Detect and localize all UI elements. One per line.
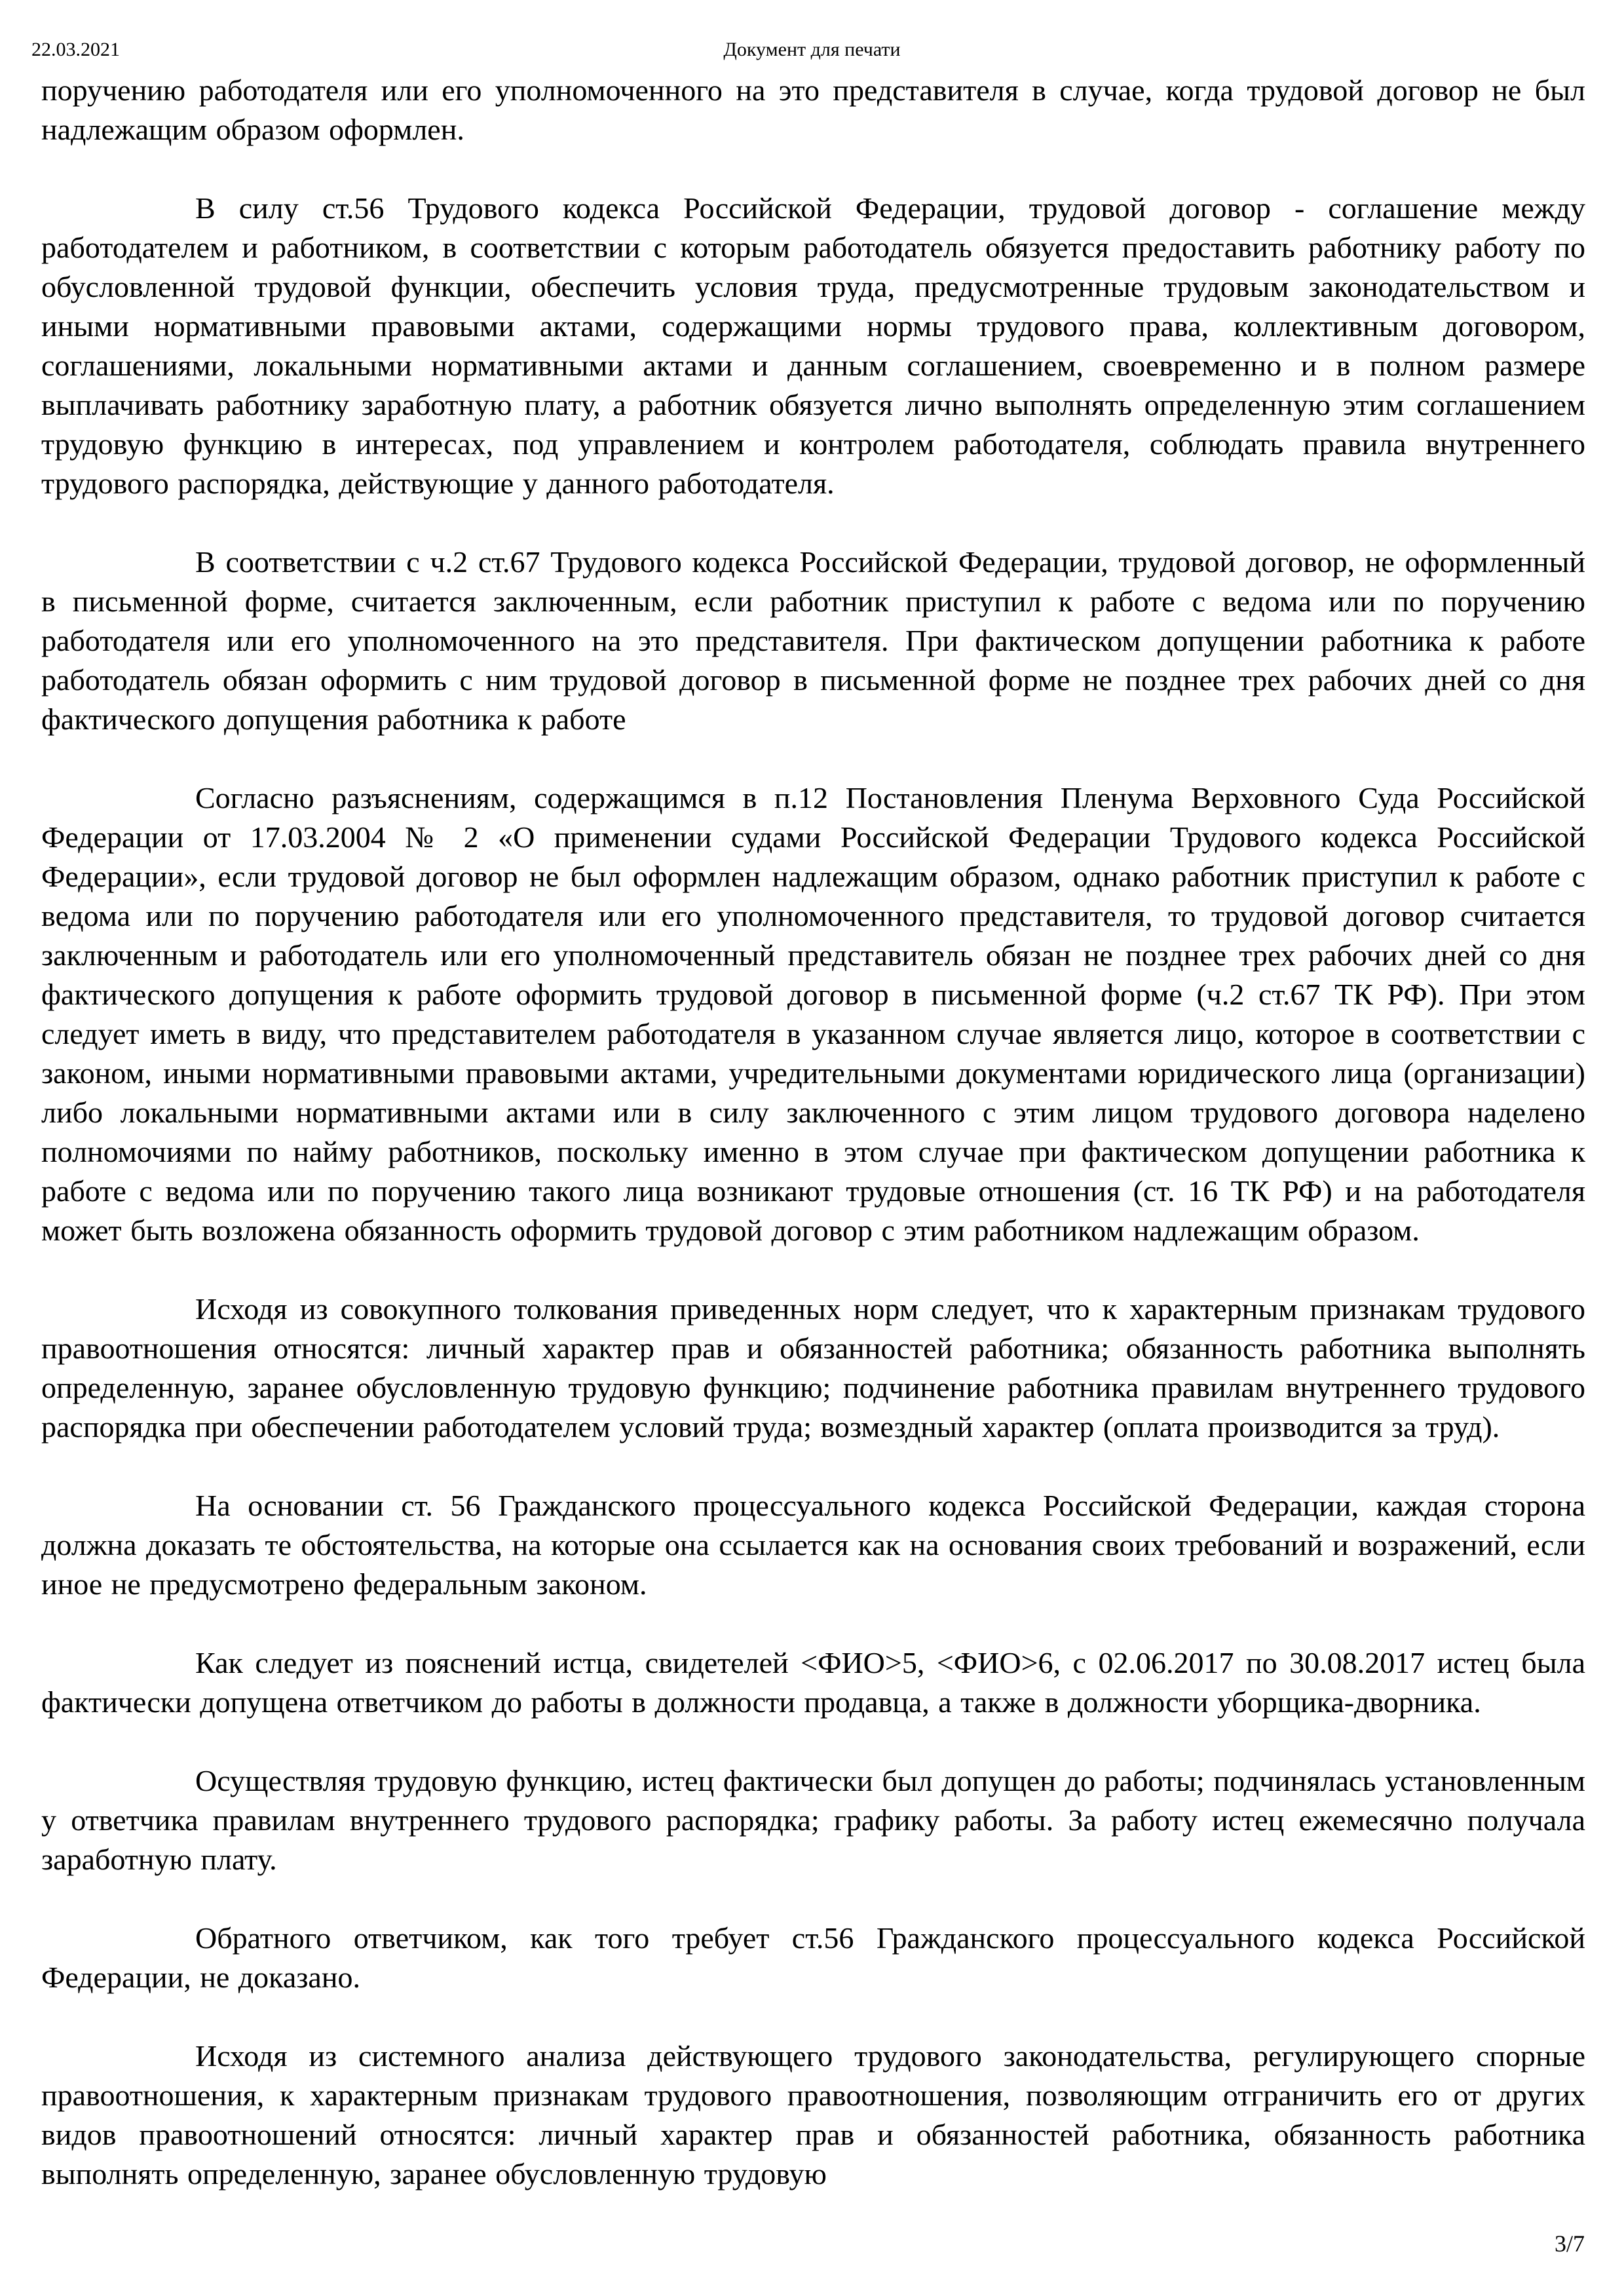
paragraph: Исходя из системного анализа действующего трудового законодательства, регулирующего спорные правоотношения, к характерным признакам трудового правоотношения, позволяющим отграничить его от других видов правоотношений относятся: личный характер прав и обязанностей работника, обязанность работника выполнять определенную, заранее обусловленную трудовую — [41, 2039, 1585, 2191]
paragraph: Осуществляя трудовую функцию, истец фактически был допущен до работы; подчинялась установленным у ответчика правилам внутреннего трудового распорядка; графику работы. За работу истец ежемесячно получала заработную плату. — [41, 1764, 1585, 1876]
paragraph: В силу ст.56 Трудового кодекса Российской Федерации, трудовой договор - соглашение между работодателем и работником, в соответствии с которым работодатель обязуется предоставить работнику работу по обусловленной трудовой функции, обеспечить условия труда, предусмотренные трудовым законодательством и иными нормативными правовыми актами, содержащими нормы трудового права, коллективным договором, соглашениями, локальными нормативными актами и данным соглашением, своевременно и в полном размере выплачивать работнику заработную плату, а работник обязуется лично выполнять определенную этим соглашением трудовую функцию в интересах, под управлением и контролем работодателя, соблюдать правила внутреннего трудового распорядка, действующие у данного работодателя. — [41, 191, 1585, 500]
page-title: Документ для печати — [723, 39, 901, 60]
paragraph: На основании ст. 56 Гражданского процессуального кодекса Российской Федерации, каждая сторона должна доказать те обстоятельства, на которые она ссылается как на основания своих требований и возражений, если иное не предусмотрено федеральным законом. — [41, 1489, 1585, 1601]
paragraph: В соответствии с ч.2 ст.67 Трудового кодекса Российской Федерации, трудовой договор, не оформленный в письменной форме, считается заключенным, если работник приступил к работе с ведома или по поручению работодателя или его уполномоченного на это представителя. При фактическом допущении работника к работе работодатель обязан оформить с ним трудовой договор в письменной форме не позднее трех рабочих дней со дня фактического допущения работника к работе — [41, 545, 1585, 736]
paragraph: Как следует из пояснений истца, свидетелей <ФИО>5, <ФИО>6, с 02.06.2017 по 30.08.2017 истец была фактически допущена ответчиком до работы в должности продавца, а также в должности уборщика-дворника. — [41, 1646, 1585, 1719]
print-header — [31, 38, 1593, 67]
document-body — [41, 71, 1585, 2233]
paragraph: Обратного ответчиком, как того требует ст.56 Гражданского процессуального кодекса Российской Федерации, не доказано. — [41, 1921, 1585, 1994]
paragraph: Согласно разъяснениям, содержащимся в п.12 Постановления Пленума Верховного Суда Российской Федерации от 17.03.2004 № 2 «О применении судами Российской Федерации Трудового кодекса Российской Федерации», если трудовой договор не был оформлен надлежащим образом, однако работник приступил к работе с ведома или по поручению работодателя или его уполномоченного представителя, то трудовой договор считается заключенным и работодатель или его уполномоченный представитель обязан не позднее трех рабочих дней со дня фактического допущения к работе оформить трудовой договор в письменной форме (ч.2 ст.67 ТК РФ). При этом следует иметь в виду, что представителем работодателя в указанном случае является лицо, которое в соответствии с законом, иными нормативными правовыми актами, учредительными документами юридического лица (организации) либо локальными нормативными актами или в силу заключенного с этим лицом трудового договора наделено полномочиями по найму работников, поскольку именно в этом случае при фактическом допущении работника к работе с ведома или по поручению такого лица возникают трудовые отношения (ст. 16 ТК РФ) и на работодателя может быть возложена обязанность оформить трудовой договор с этим работником надлежащим образом. — [41, 781, 1585, 1247]
print-footer — [1555, 2230, 1585, 2257]
print-date: 22.03.2021 — [31, 39, 120, 60]
page-number: 3/7 — [1554, 2230, 1585, 2257]
paragraph: Исходя из совокупного толкования приведенных норм следует, что к характерным признакам трудового правоотношения относятся: личный характер прав и обязанностей работника; обязанность работника выполнять определенную, заранее обусловленную трудовую функцию; подчинение работника правилам внутреннего трудового распорядка при обеспечении работодателем условий труда; возмездный характер (оплата производится за труд). — [41, 1292, 1585, 1444]
paragraph: поручению работодателя или его уполномоченного на это представителя в случае, когда трудовой договор не был надлежащим образом оформлен. — [41, 73, 1585, 146]
